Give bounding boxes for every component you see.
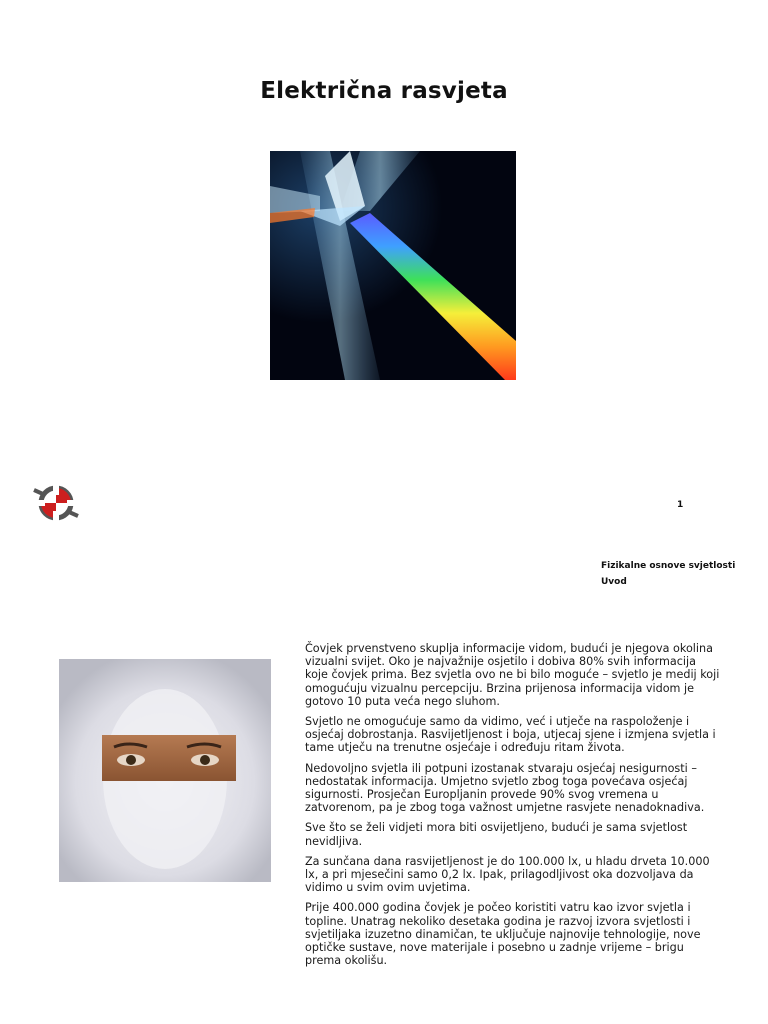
body-text xyxy=(305,642,720,974)
paragraph: Sve što se želi vidjeti mora biti osvijetljeno, budući je sama svjetlost nevidljiva. xyxy=(305,821,688,848)
paragraph: Nedovoljno svjetla ili potpuni izostanak stvaraju osjećaj nesigurnosti – nedostatak informacija. Umjetno svjetlo zbog toga povećava osjećaj sigurnosti. Prosječan Europljanin provede 90% svog vremena u zatvorenom, pa je zbog toga važnost umjetne rasvjete nenadoknadiva. xyxy=(305,761,705,815)
paragraph: Čovjek prvenstveno skuplja informacije vidom, budući je njegova okolina vizualni svijet. Oko je najvažnije osjetilo i dobiva 80% svih informacija koje čovjek prima. Bez svjetla ovo ne bi bilo moguće – svjetlo je medij koji omogućuju vizualnu percepciju. Brzina prijenosa informacija vidom je gotovo 10 puta veća nego sluhom. xyxy=(305,642,720,708)
header-subsection: Uvod xyxy=(601,577,627,587)
page-title: Električna rasvjeta xyxy=(260,78,508,104)
running-header xyxy=(601,558,735,590)
paragraph: Prije 400.000 godina čovjek je počeo koristiti vatru kao izvor svjetla i topline. Unatrag nekoliko desetaka godina je razvoj izvora svjetlosti i svjetiljaka izuzetno dinamičan, te uključuje najnovije tehnologije, nove optičke sustave, nove materijale i posebno u zadnje vrijeme – brigu prema okolišu. xyxy=(305,901,701,968)
paragraph: Za sunčana dana rasvijetljenost je do 100.000 lx, u hladu drveta 10.000 lx, a pri mjesečini samo 0,2 lx. Ipak, prilagodljivost oka dozvoljava da vidimo u svim ovim uvjetima. xyxy=(305,854,710,895)
page-number: 1 xyxy=(677,500,684,510)
company-logo xyxy=(31,480,81,526)
prism-rainbow-photo xyxy=(270,151,516,380)
paragraph: Svjetlo ne omogućuje samo da vidimo, već i utječe na raspoloženje i osjećaj dobrostanja. Rasvijetljenost i boja, utjecaj sjene i izmjena svjetla i tame utječu na trenutne osjećaje i određuju ritam života. xyxy=(305,715,716,755)
header-section: Fizikalne osnove svjetlosti xyxy=(601,561,736,571)
face-eyes-photo xyxy=(59,659,271,882)
